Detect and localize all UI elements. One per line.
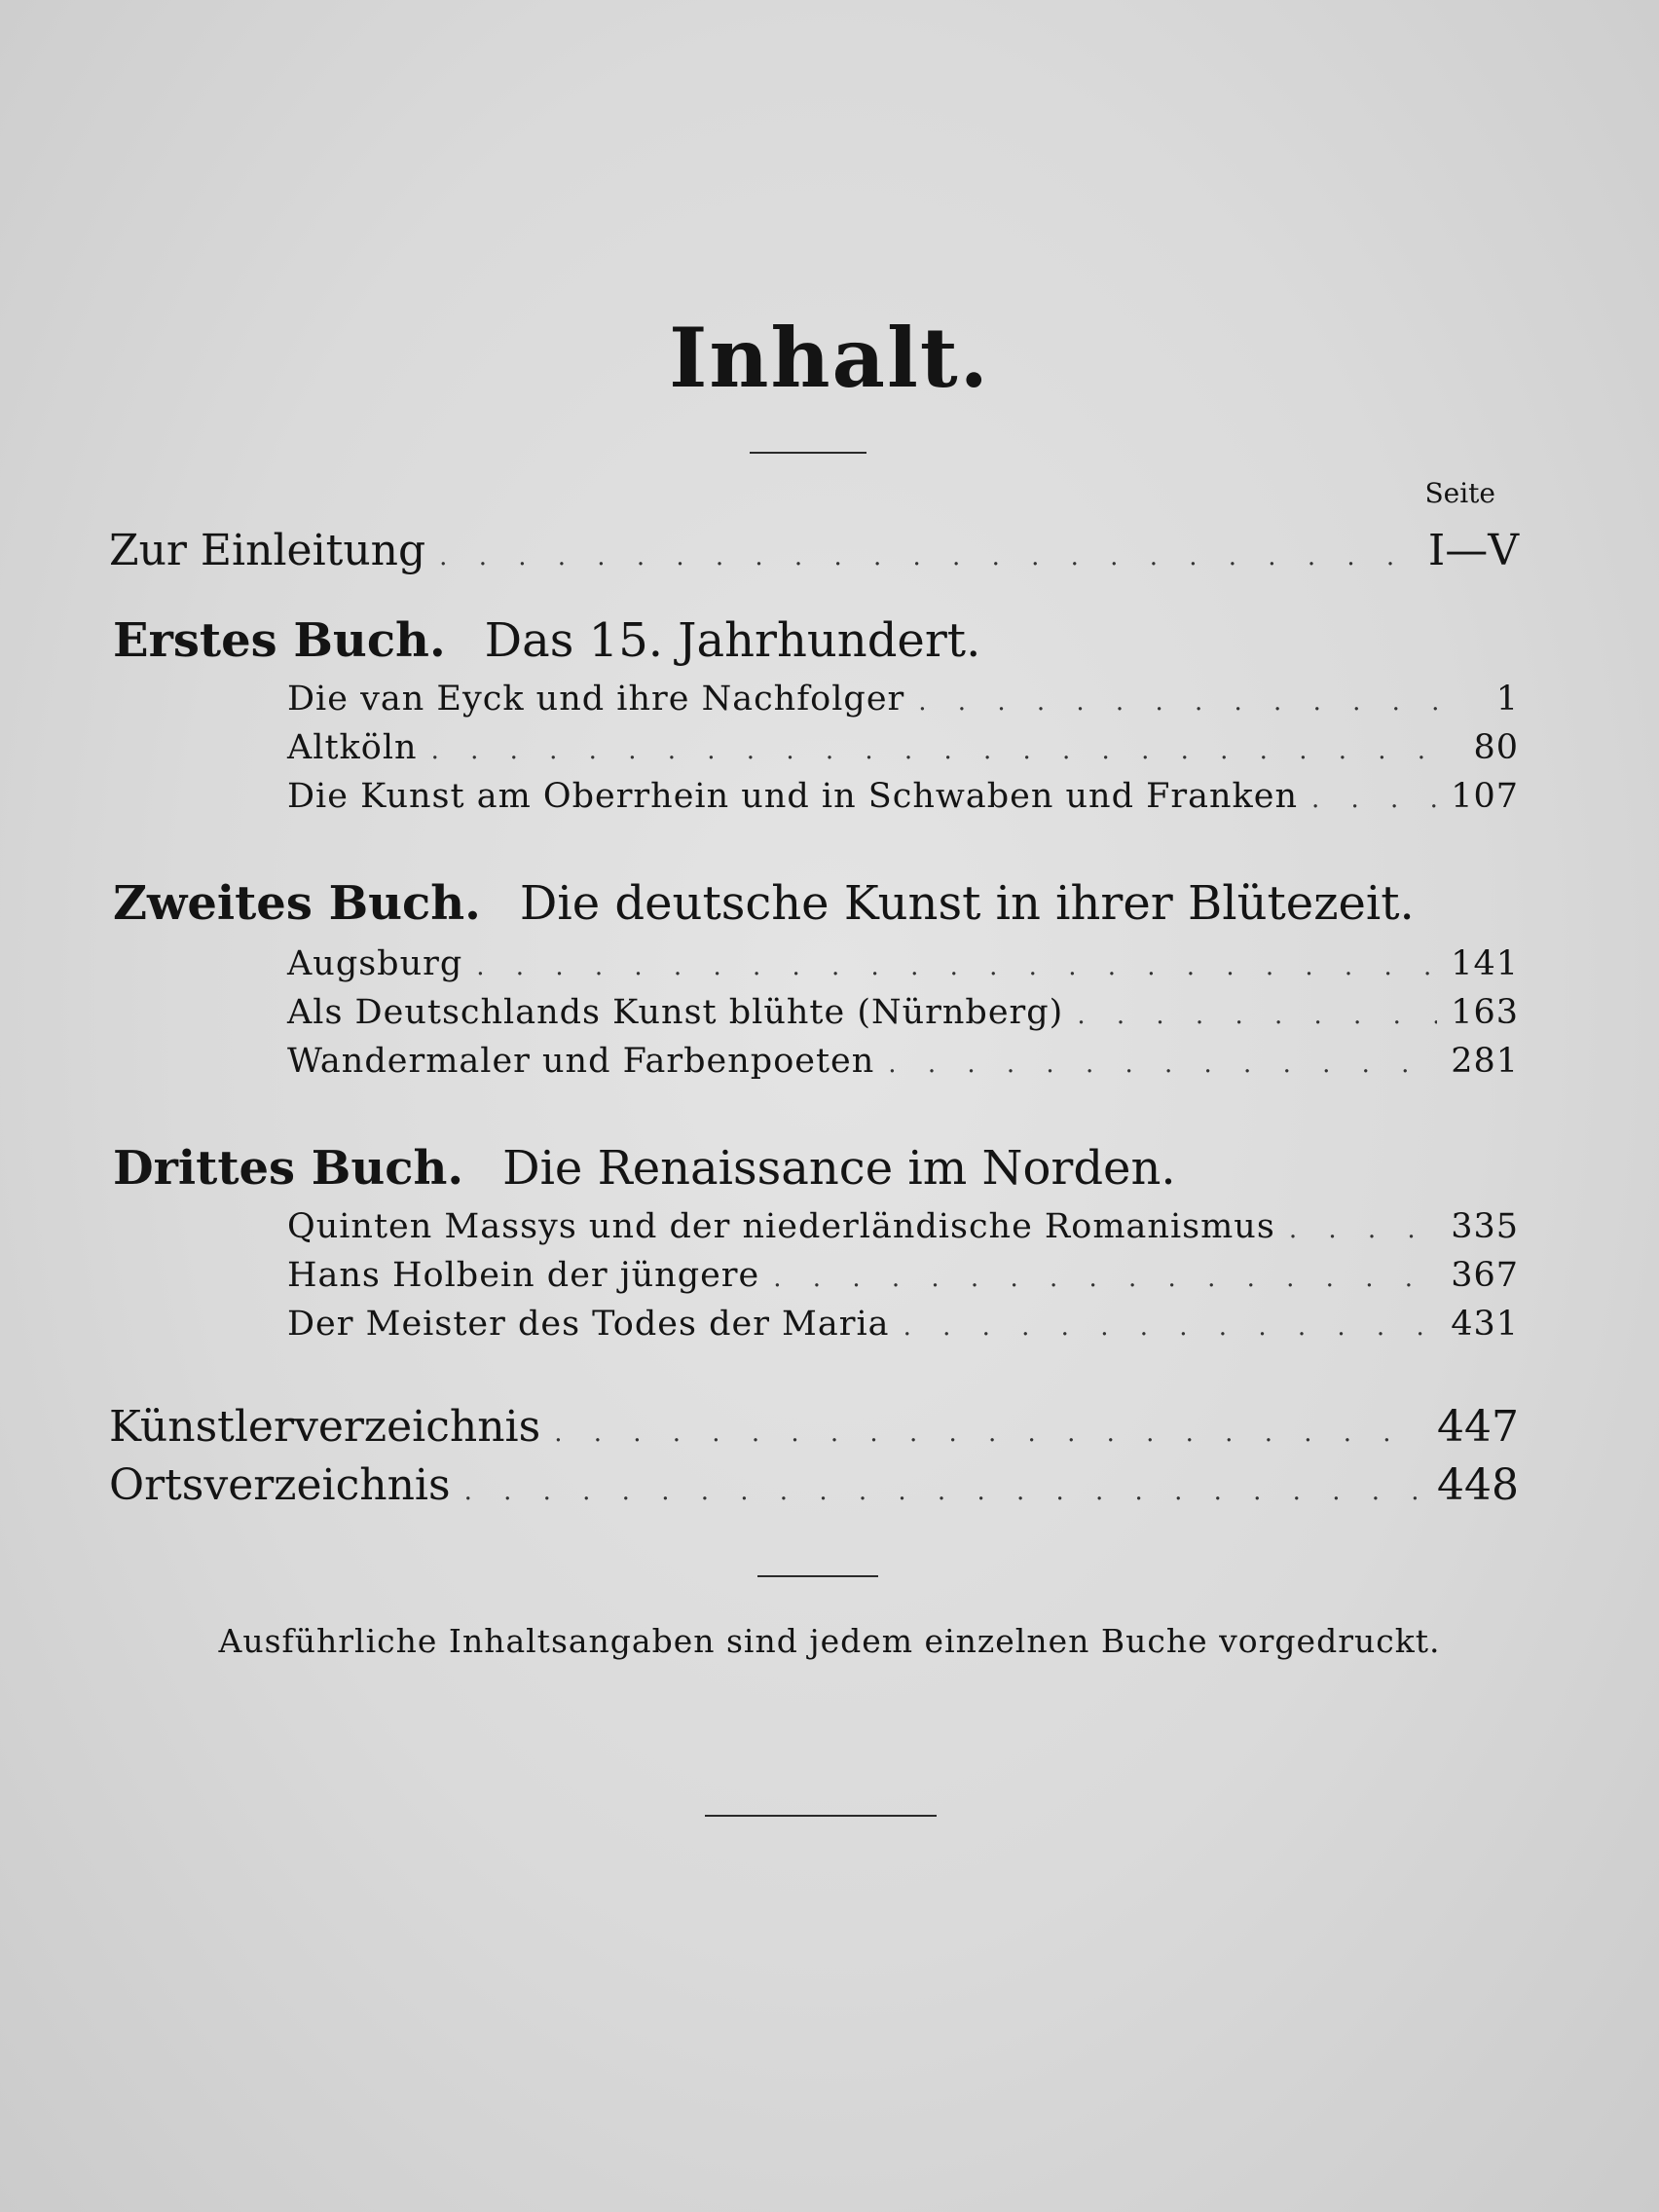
book-title: Die Renaissance im Norden. xyxy=(502,1141,1176,1196)
toc-entry-chapter[interactable] xyxy=(287,777,1519,816)
toc-entry-label: Wandermaler und Farbenpoeten xyxy=(287,1042,875,1081)
section-rule xyxy=(757,1575,878,1577)
footnote: Ausführliche Inhaltsangaben sind jedem einzelnen Buche vorgedruckt. xyxy=(218,1622,1441,1660)
toc-page-number: I—V xyxy=(1427,526,1519,575)
toc-entry-chapter[interactable] xyxy=(287,993,1519,1032)
book-label: Zweites Buch. xyxy=(113,876,481,931)
book-heading-1 xyxy=(113,613,980,668)
toc-entry-label: Ortsverzeichnis xyxy=(109,1460,451,1510)
leader-dots xyxy=(431,736,1447,765)
leader-dots xyxy=(918,687,1447,717)
leader-dots xyxy=(554,1419,1423,1448)
book-heading-3 xyxy=(113,1141,1176,1196)
toc-page-number: 141 xyxy=(1451,944,1519,983)
book-label: Erstes Buch. xyxy=(113,613,446,668)
toc-page-number: 367 xyxy=(1451,1256,1519,1295)
toc-entry-chapter[interactable] xyxy=(287,1256,1519,1295)
page-title: Inhalt. xyxy=(669,310,990,406)
toc-entry-chapter[interactable] xyxy=(287,1305,1519,1344)
toc-entry-chapter[interactable] xyxy=(287,680,1519,719)
toc-page-number: 448 xyxy=(1437,1460,1519,1510)
toc-entry-introduction[interactable] xyxy=(109,526,1519,575)
toc-page-number: 163 xyxy=(1451,993,1519,1032)
leader-dots xyxy=(1311,785,1437,814)
toc-entry-index[interactable] xyxy=(109,1402,1519,1452)
toc-page-number: 281 xyxy=(1451,1042,1519,1081)
leader-dots xyxy=(464,1477,1423,1506)
toc-entry-label: Der Meister des Todes der Maria xyxy=(287,1305,890,1344)
toc-page-number: 335 xyxy=(1451,1207,1519,1246)
title-rule xyxy=(750,452,866,454)
leader-dots xyxy=(476,952,1437,981)
toc-entry-label: Als Deutschlands Kunst blühte (Nürnberg) xyxy=(287,993,1064,1032)
toc-entry-label: Hans Holbein der jüngere xyxy=(287,1256,760,1295)
toc-entry-label: Altköln xyxy=(287,728,418,767)
leader-dots xyxy=(1289,1215,1437,1244)
toc-entry-label: Zur Einleitung xyxy=(109,526,426,575)
book-label: Drittes Buch. xyxy=(113,1141,464,1196)
leader-dots xyxy=(903,1312,1438,1342)
toc-entry-label: Die Kunst am Oberrhein und in Schwaben und Franken xyxy=(287,777,1298,816)
toc-entry-index[interactable] xyxy=(109,1460,1519,1510)
toc-entry-label: Quinten Massys und der niederländische Romanismus xyxy=(287,1207,1275,1246)
toc-entry-chapter[interactable] xyxy=(287,728,1519,767)
toc-page-number: 447 xyxy=(1437,1402,1519,1452)
end-rule xyxy=(705,1815,937,1817)
page-column-header: Seite xyxy=(1424,477,1495,509)
book-heading-2 xyxy=(113,876,1415,931)
book-title: Das 15. Jahrhundert. xyxy=(484,613,981,668)
toc-entry-label: Augsburg xyxy=(287,944,463,983)
toc-page-number: 107 xyxy=(1451,777,1519,816)
leader-dots xyxy=(439,542,1415,571)
toc-entry-label: Die van Eyck und ihre Nachfolger xyxy=(287,680,905,719)
toc-page-number: 431 xyxy=(1451,1305,1519,1344)
toc-page-number: 80 xyxy=(1473,728,1519,767)
toc-entry-chapter[interactable] xyxy=(287,1042,1519,1081)
toc-entry-label: Künstlerverzeichnis xyxy=(109,1402,541,1452)
leader-dots xyxy=(1077,1001,1437,1030)
toc-page-number: 1 xyxy=(1495,680,1519,719)
toc-entry-chapter[interactable] xyxy=(287,1207,1519,1246)
leader-dots xyxy=(773,1264,1437,1293)
toc-entry-chapter[interactable] xyxy=(287,944,1519,983)
book-title: Die deutsche Kunst in ihrer Blütezeit. xyxy=(519,876,1415,931)
leader-dots xyxy=(888,1050,1437,1079)
